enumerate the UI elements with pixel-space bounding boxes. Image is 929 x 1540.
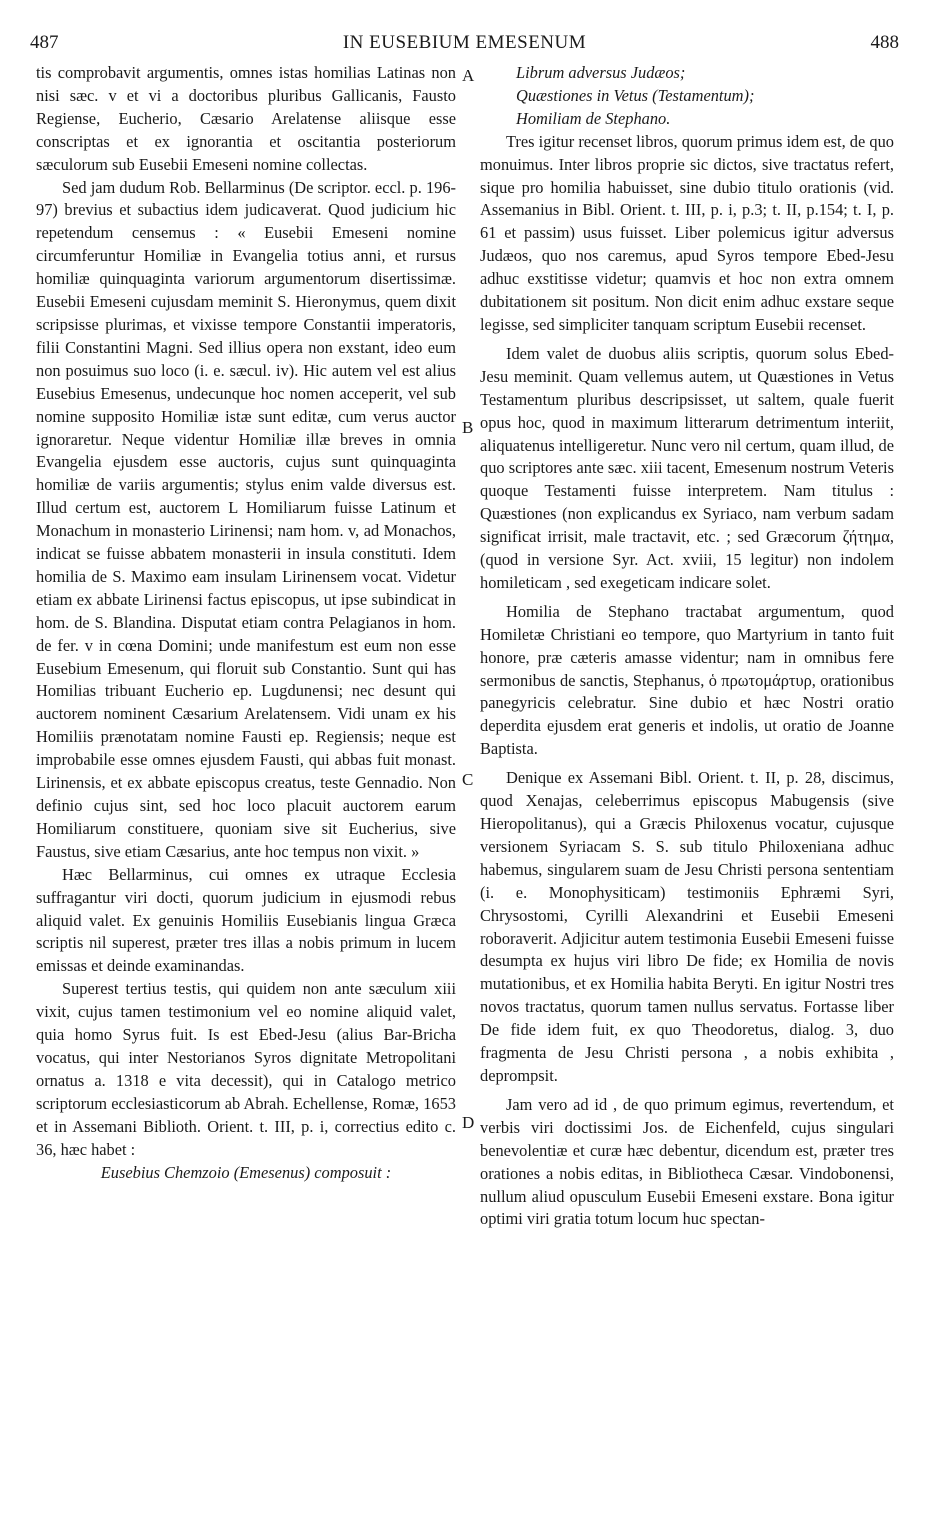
running-title: IN EUSEBIUM EMESENUM: [342, 32, 587, 53]
right-column: [480, 62, 894, 1231]
margin-marker-b: B: [462, 418, 474, 437]
margin-marker-d: D: [462, 1113, 475, 1132]
paragraph: Hæc Bellarminus, cui omnes ex utraque Ecclesia suffragantur viri docti, quorum judicium in ejusmodi rebus aliquid valet. Ex genuinis Homiliis Eusebianis lingua Græca scriptis nil superest, præter tres illas a nobis primum in lucem emissas et deinde examinandas.: [36, 864, 456, 976]
paragraph: tis comprobavit argumentis, omnes istas homilias Latinas non nisi sæc. v et vi a doctoribus pluribus Gallicanis, Fausto Regiense, Eucherio, Cæsario Arelatense aliisque esse conscriptas et ex ignorantia et oscitantia posteriorum sæculorum sub Eusebii Emeseni nomine collectas.: [36, 63, 456, 174]
paragraph: Idem valet de duobus aliis scriptis, quorum solus Ebed-Jesu meminit. Quam vellemus autem, ut Quæstiones in Vetus Testamentum pluribus descripsisset, ut saltem, quale fuerit opus hoc, quod in maximum litterarum detrimentum interiit, aliquatenus intelligeretur. Nunc vero nil certum, quam illud, de quo scriptores ante sæc. xiii tacent, Emesenum nostrum Veteris quoque Testamenti fuisse interpretem. Nam titulus : Quæstiones (non explicandus ex Syriaco, nam verbum sadam significat irrisit, male tractavit, etc. ; sed Græcorum ζήτημα, (quod in versione Syr. Act. xviii, 15 legitur) non indolem homileticam , sed exegeticam indicare solet.: [480, 343, 894, 592]
list-item: Homiliam de Stephano.: [516, 108, 671, 128]
paragraph: Jam vero ad id , de quo primum egimus, revertendum, et verbis viri doctissimi Jos. de Eichenfeld, cujus singulari benevolentiæ et curæ hæc debentur, dicendum est, præter tres orationes a nobis editas, in Bibliotheca Cæsar. Vindobonensi, nullum aliud opusculum Eusebii Emeseni exstare. Bona igitur optimi viri gratia totum locum huc spectan-: [480, 1094, 894, 1229]
left-column: [36, 62, 456, 1184]
margin-marker-a: A: [462, 66, 475, 85]
citation-line: Eusebius Chemzoio (Emesenus) composuit :: [100, 1162, 392, 1182]
list-item: Librum adversus Judæos;: [516, 63, 686, 82]
paragraph: Superest tertius testis, qui quidem non ante sæculum xiii vixit, cujus tamen testimonium vel eo nomine aliquid valet, quia homo Syrus fuit. Is est Ebed-Jesu (alius Bar-Bricha vocatus, qui inter Nestorianos Syros dignitate Metropolitani ornatus a. 1318 e vita decessit), qui in Catalogo metrico scriptorum ecclesiasticorum ab Abrah. Echellense, Romæ, 1653 et in Assemani Biblioth. Orient. t. III, p. i, correctius edito c. 36, hæc habet :: [36, 979, 456, 1159]
margin-marker-c: C: [462, 770, 474, 789]
paragraph: Sed jam dudum Rob. Bellarminus (De scriptor. eccl. p. 196-97) brevius et subactius idem judicaverat. Quod judicium hic repetendum censemus : « Eusebii Emeseni nomine circumferuntur Homiliæ in Evangelia totius anni, et rursus homiliæ quinquaginta variorum argumentorum disertissimæ. Eusebii Emeseni cujusdam meminit S. Hieronymus, quem dixit scripsisse plurimas, et vixisse tempore Constantii imperatoris, filii Constantini Magni. Sed illius opera non exstant, ideo eum non posuimus suo loco (i. e. sæcul. iv). Hic autem vel est alius Eusebius Emesenus, undecunque hoc nomen acceperit, vel sub nomine supposito Homiliæ istæ sunt editæ, cum verus auctor ignoraretur. Neque videntur Homiliæ illæ breves in omnia Evangelia ejusdem esse auctoris, cujus sunt quinquaginta homiliæ de variis argumentis; stylus enim valde diversus est. Illud certum est, auctorem L Homiliarum fuisse Latinum et Monachum in monasterio Lirinensi; nam hom. v, ad Monachos, indicat se fuisse abbatem monasterii in insula constituti. Idem homilia de S. Maximo eam insulam Lirinensem vocat. Videtur etiam ex abbate Lirinensi factus episcopus, ut ipse subindicat in hom. de S. Blandina. Disputat etiam contra Pelagianos in hom. de fer. v in cœna Domini; unde manifestum est eum non esse Eusebium Emesenum, qui floruit sub Constantio. Sunt qui has Homilias tribuant Eucherio ep. Lugdunensi; nec desunt qui auctorem nominent Cæsarium Arelatensem. Vidi unam ex his Homiliis prænotatam nomine Fausti ep. Regiensis; neque est improbabile esse omnes ejusdem Fausti, qui abbas fuit monast. Lirinensis, et ex abbate episcopus creatus, teste Gennadio. Non definio cujus sint, sed hoc loco placuit auctorem earum Homiliarum constituere, quoniam sive sit Eucherius, sive Faustus, sive etiam Cæsarius, ante hoc tempus non vixit. »: [36, 177, 456, 861]
work-list: [480, 62, 894, 131]
paragraph: Tres igitur recenset libros, quorum primus idem est, de quo monuimus. Inter libros proprie sic dictos, sive tractatus refert, sique pro homilia habuisset, sine dubio titulo orationis (vid. Assemanius in Bibl. Orient. t. III, p. i, p.3; t. II, p.154; t. I, p. 61 et passim) usus fuisset. Liber polemicus igitur adversus Judæos, quo nos caremus, apud Syros tempore Ebed-Jesu adhuc exstitisse videtur; quamvis et hoc non extra omnem dubitationem sit positum. Non dicit enim adhuc exstare seque legisse, sed simpliciter tanquam scriptum Eusebii recenset.: [480, 131, 894, 334]
page-number-left: 487: [30, 32, 59, 53]
list-item: Quæstiones in Vetus (Testamentum);: [516, 85, 755, 105]
page-header: [30, 32, 899, 58]
paragraph: Homilia de Stephano tractabat argumentum, quod Homiletæ Christiani eo tempore, quo Martyrium in tanto fuit honore, præ cæteris amasse videntur; nam in omnibus fere sermonibus de sanctis, Stephanus, ὁ πρωτομάρτυρ, orationibus panegyricis celebratur. Sine dubio et hæc Nostri oratio deperdita ejusdem erat generis et indolis, ut oratio de Joanne Baptista.: [480, 601, 894, 759]
page-number-right: 488: [870, 32, 899, 53]
paragraph: Denique ex Assemani Bibl. Orient. t. II, p. 28, discimus, quod Xenajas, celeberrimus episcopus Mabugensis (sive Hieropolitanus), qui a Græcis Philoxenus vocatur, cujusque versionem Syriacam S. S. sub titulo Philoxeniana adhuc habemus, singularem suam de Jesu Christi persona sententiam (i. e. Monophysiticam) testimoniis Ephræmi Syri, Chrysostomi, Cyrilli Alexandrini et Eusebii Emeseni roboraverit. Adjicitur autem testimonia Eusebii Emeseni fuisse desumpta ex hujus viri libro De fide; ex Homilia de novis mutationibus, et ex Homilia habita Beryti. En igitur Nostri tres novos tractatus, quorum tamen nullus servatus. Fortasse liber De fide idem fuit, ex quo Theodoretus, dialog. 3, duo fragmenta de Jesu Christi persona , a nobis exhibita , deprompsit.: [480, 768, 894, 1085]
